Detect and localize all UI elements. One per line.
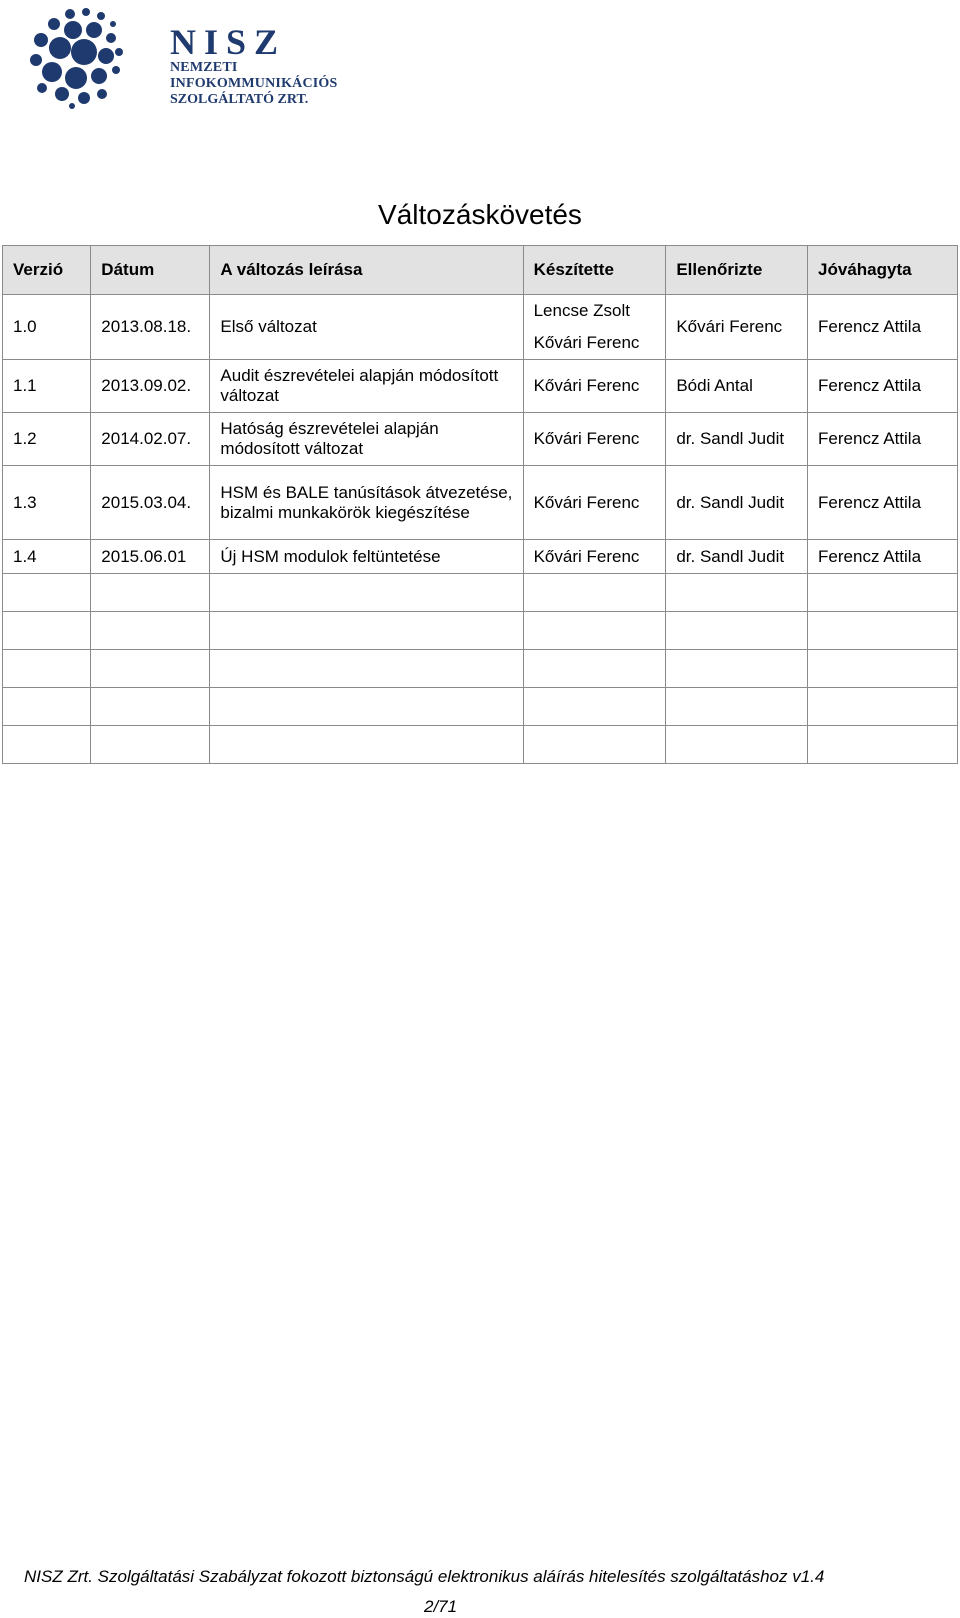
change-log-table — [2, 245, 958, 764]
table-row — [3, 360, 958, 413]
cell-description: Hatóság észrevételei alapján módosított változat — [210, 413, 523, 466]
cell-author: Kővári Ferenc — [523, 360, 666, 413]
empty-cell — [210, 650, 523, 688]
empty-cell — [91, 726, 210, 764]
table-row — [3, 413, 958, 466]
empty-cell — [808, 688, 958, 726]
header-date: Dátum — [91, 246, 210, 295]
cell-date: 2015.06.01 — [91, 540, 210, 574]
empty-cell — [91, 574, 210, 612]
nisz-logo — [28, 6, 373, 110]
empty-cell — [523, 650, 666, 688]
cell-version: 1.2 — [3, 413, 91, 466]
empty-cell — [210, 612, 523, 650]
cell-description: HSM és BALE tanúsítások átvezetése, bizalmi munkakörök kiegészítése — [210, 466, 523, 540]
author-name: Kővári Ferenc — [533, 333, 640, 352]
cell-checker: dr. Sandl Judit — [666, 540, 808, 574]
empty-row — [3, 612, 958, 650]
empty-cell — [3, 612, 91, 650]
empty-cell — [91, 688, 210, 726]
empty-cell — [3, 650, 91, 688]
cell-approver: Ferencz Attila — [808, 413, 958, 466]
empty-cell — [808, 574, 958, 612]
cell-date: 2015.03.04. — [91, 466, 210, 540]
empty-cell — [666, 574, 808, 612]
cell-date: 2013.08.18. — [91, 295, 210, 360]
cell-author — [523, 295, 666, 360]
cell-description: Első változat — [210, 295, 523, 360]
cell-author: Kővári Ferenc — [523, 540, 666, 574]
page-title: Változáskövetés — [378, 199, 582, 230]
empty-cell — [523, 574, 666, 612]
cell-description: Audit észrevételei alapján módosított változat — [210, 360, 523, 413]
cell-approver: Ferencz Attila — [808, 540, 958, 574]
header-checker: Ellenőrizte — [666, 246, 808, 295]
empty-cell — [523, 612, 666, 650]
cell-approver: Ferencz Attila — [808, 466, 958, 540]
logo-text — [170, 24, 373, 108]
cell-approver: Ferencz Attila — [808, 295, 958, 360]
empty-cell — [808, 650, 958, 688]
table-row — [3, 295, 958, 360]
empty-cell — [3, 726, 91, 764]
empty-cell — [210, 688, 523, 726]
empty-row — [3, 688, 958, 726]
header-description: A változás leírása — [210, 246, 523, 295]
logo-line-1: NEMZETI INFOKOMMUNIKÁCIÓS — [170, 60, 338, 91]
empty-cell — [3, 574, 91, 612]
empty-cell — [523, 688, 666, 726]
empty-cell — [3, 688, 91, 726]
empty-cell — [523, 726, 666, 764]
empty-cell — [666, 612, 808, 650]
cell-checker: Bódi Antal — [666, 360, 808, 413]
cell-checker: dr. Sandl Judit — [666, 413, 808, 466]
logo-name: NISZ — [170, 22, 287, 62]
empty-cell — [666, 726, 808, 764]
cell-description: Új HSM modulok feltüntetése — [210, 540, 523, 574]
table-row — [3, 540, 958, 574]
header-author: Készítette — [523, 246, 666, 295]
cell-checker: dr. Sandl Judit — [666, 466, 808, 540]
cell-date: 2013.09.02. — [91, 360, 210, 413]
empty-row — [3, 574, 958, 612]
footer-text: NISZ Zrt. Szolgáltatási Szabályzat fokozott biztonságú elektronikus aláírás hitelesítés szolgáltatáshoz v1.4 — [24, 1567, 825, 1586]
empty-row — [3, 650, 958, 688]
cell-version: 1.0 — [3, 295, 91, 360]
table-header-row — [3, 246, 958, 295]
empty-cell — [808, 612, 958, 650]
empty-row — [3, 726, 958, 764]
author-name: Lencse Zsolt — [533, 301, 630, 320]
cell-checker: Kővári Ferenc — [666, 295, 808, 360]
page-number: 2/71 — [424, 1597, 458, 1616]
cell-version: 1.1 — [3, 360, 91, 413]
cell-author: Kővári Ferenc — [523, 466, 666, 540]
empty-cell — [91, 650, 210, 688]
empty-cell — [666, 688, 808, 726]
table-row — [3, 466, 958, 540]
cell-version: 1.4 — [3, 540, 91, 574]
logo-line-2: SZOLGÁLTATÓ ZRT. — [170, 92, 309, 107]
empty-cell — [210, 726, 523, 764]
cell-version: 1.3 — [3, 466, 91, 540]
cell-date: 2014.02.07. — [91, 413, 210, 466]
empty-cell — [808, 726, 958, 764]
header-version: Verzió — [3, 246, 91, 295]
header-approver: Jóváhagyta — [808, 246, 958, 295]
empty-cell — [666, 650, 808, 688]
empty-cell — [91, 612, 210, 650]
cell-approver: Ferencz Attila — [808, 360, 958, 413]
nisz-dots-icon — [28, 6, 138, 110]
empty-cell — [210, 574, 523, 612]
cell-author: Kővári Ferenc — [523, 413, 666, 466]
